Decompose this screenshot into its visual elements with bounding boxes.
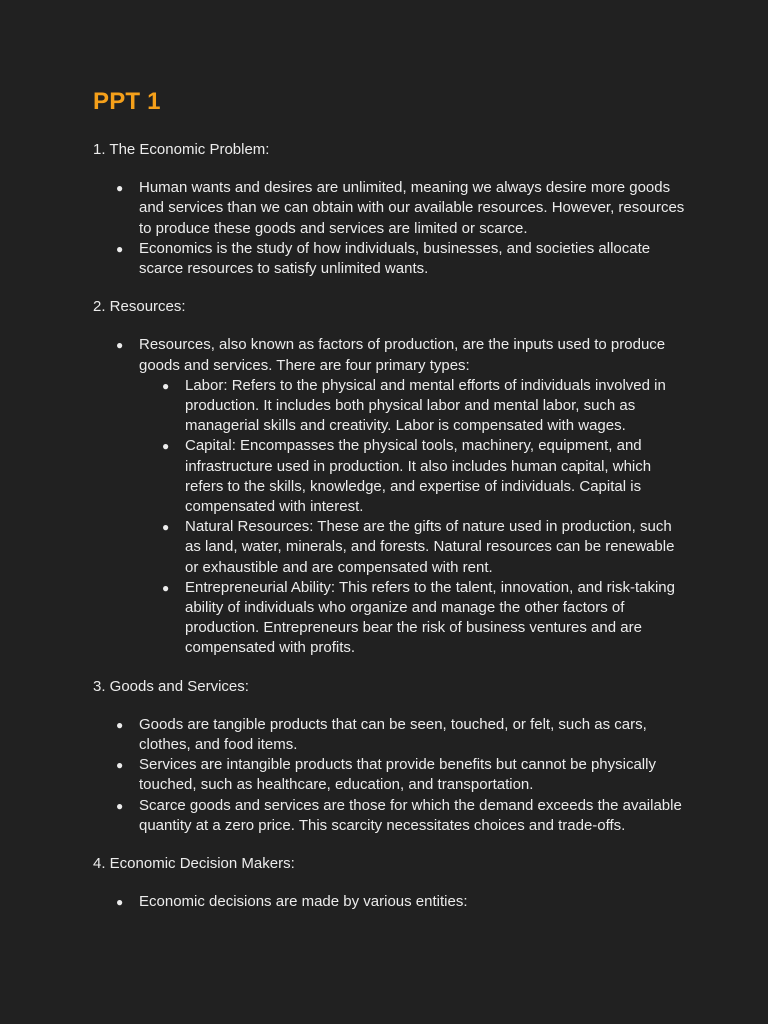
- nested-bullet-list: [139, 376, 688, 659]
- list-item: [116, 239, 688, 279]
- list-item: [116, 892, 688, 912]
- section-heading: 3. Goods and Services:: [93, 677, 249, 695]
- list-item-text: Economics is the study of how individuals, businesses, and societies allocate scarce resources to satisfy unlimited wants.: [139, 239, 651, 278]
- bullet-icon: ●: [116, 717, 124, 732]
- list-item-text: Labor: Refers to the physical and mental efforts of individuals involved in production. It includes both physical labor and mental labor, such as managerial skills and creativity. Labor is compensated with wages.: [185, 376, 666, 435]
- bullet-list: [93, 892, 688, 912]
- section-resources: [93, 297, 688, 658]
- bullet-icon: ●: [116, 338, 124, 353]
- list-item: [116, 755, 688, 795]
- nested-list-item: [162, 436, 688, 517]
- section-heading: 1. The Economic Problem:: [93, 141, 270, 158]
- nested-list-item: [162, 578, 688, 659]
- bullet-icon: ●: [162, 520, 170, 535]
- section-economic-problem: [93, 140, 688, 279]
- list-item: [116, 715, 688, 755]
- bullet-icon: ●: [162, 439, 170, 454]
- list-item-text: Services are intangible products that provide benefits but cannot be physically touched, such as healthcare, education, and transportation.: [139, 756, 656, 794]
- list-item-text: Goods are tangible products that can be seen, touched, or felt, such as cars, clothes, and food items.: [139, 715, 647, 754]
- section-heading: 2. Resources:: [93, 298, 186, 316]
- bullet-icon: ●: [116, 758, 124, 773]
- bullet-list: [93, 335, 688, 658]
- bullet-icon: ●: [162, 580, 170, 595]
- section-heading: 4. Economic Decision Makers:: [93, 855, 295, 873]
- list-item: [116, 178, 688, 239]
- bullet-icon: ●: [116, 798, 124, 813]
- bullet-icon: ●: [116, 895, 124, 910]
- nested-list-item: [162, 517, 688, 578]
- list-item-text: Economic decisions are made by various entities:: [139, 893, 468, 911]
- bullet-icon: ●: [116, 181, 124, 196]
- list-item-text: Natural Resources: These are the gifts of nature used in production, such as land, water, minerals, and forests. Natural resources can be renewable or exhaustible and are compensated with rent.: [185, 518, 675, 576]
- bullet-icon: ●: [116, 241, 124, 256]
- list-item: [116, 796, 688, 836]
- bullet-icon: ●: [162, 378, 170, 393]
- list-item-text: Human wants and desires are unlimited, meaning we always desire more goods and services than we can obtain with our available resources. However, resources to produce these goods and services are limited or scarce.: [139, 179, 685, 237]
- bullet-list: [93, 715, 688, 836]
- section-economic-decision-makers: [93, 854, 688, 912]
- list-item-text: Scarce goods and services are those for which the demand exceeds the available quantity at a zero price. This scarcity necessitates choices and trade-offs.: [139, 796, 682, 834]
- list-item-text: Capital: Encompasses the physical tools, machinery, equipment, and infrastructure used in production. It also includes human capital, which refers to the skills, knowledge, and expertise of individuals. Capital is compensated with interest.: [185, 437, 652, 516]
- nested-list-item: [162, 376, 688, 437]
- list-item-text: Entrepreneurial Ability: This refers to the talent, innovation, and risk-taking ability of individuals who organize and manage the other factors of production. Entrepreneurs bear the risk of business ventures and are compensated with profits.: [185, 578, 675, 657]
- section-goods-and-services: [93, 677, 688, 836]
- list-item: [116, 335, 688, 658]
- bullet-list: [93, 178, 688, 279]
- list-item-text: Resources, also known as factors of production, are the inputs used to produce goods and services. There are four primary types:: [139, 336, 666, 374]
- document-title: PPT 1: [93, 88, 161, 115]
